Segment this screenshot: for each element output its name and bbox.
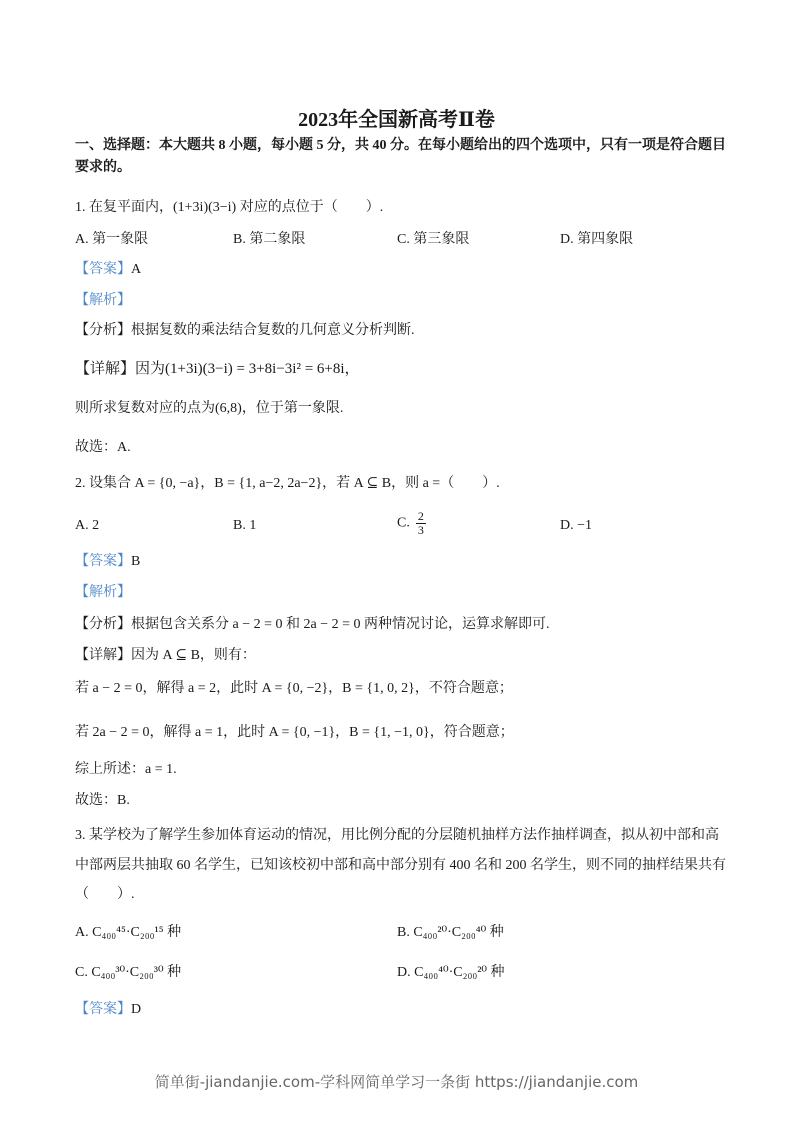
- q2-option-d: D. −1: [560, 518, 593, 533]
- q2-option-c: [397, 510, 426, 537]
- q1-fenxi: [75, 322, 415, 340]
- q1-option-b: B. 第二象限: [233, 232, 306, 247]
- q2-analysis-tag: 【解析】: [75, 585, 131, 600]
- q3-option-c: C. C₄₀₀³⁰·C₂₀₀³⁰ 种: [75, 965, 182, 980]
- answer-tag: 【答案】: [75, 1002, 131, 1017]
- q1-option-d: D. 第四象限: [560, 232, 634, 247]
- page-title: 2023年全国新高考Ⅱ卷: [298, 109, 495, 131]
- q2-stem: 2. 设集合 A = {0, −a}，B = {1, a−2, 2a−2}，若 A ⊆ B，则 a =（ ）.: [75, 476, 500, 491]
- q2-fenxi: [75, 616, 550, 634]
- q2-summary: 综上所述：a = 1.: [75, 762, 177, 777]
- fraction: [416, 510, 426, 537]
- answer-tag: 【答案】: [75, 262, 131, 277]
- option-c-label: C.: [397, 515, 410, 531]
- q2-case1: 若 a − 2 = 0，解得 a = 2，此时 A = {0, −2}，B = {1, 0, 2}，不符合题意；: [75, 681, 513, 696]
- q3-answer: [75, 1001, 141, 1019]
- detail-tag: 【详解】: [75, 361, 136, 377]
- q1-detail: [75, 360, 360, 378]
- q3-option-a: A. C₄₀₀⁴⁵·C₂₀₀¹⁵ 种: [75, 925, 182, 940]
- q1-analysis-tag: 【解析】: [75, 293, 131, 308]
- q3-option-d: D. C₄₀₀⁴⁰·C₂₀₀²⁰ 种: [397, 965, 505, 980]
- detail-text: 因为(1+3i)(3−i) = 3+8i−3i² = 6+8i，: [135, 361, 360, 377]
- fenxi-tag: 【分析】: [75, 323, 131, 338]
- fenxi-tag: 【分析】: [75, 617, 131, 632]
- q1-choose: 故选：A.: [75, 440, 131, 455]
- q3-stem-line2: 中部两层共抽取 60 名学生，已知该校初中部和高中部分别有 400 名和 200 名学生，则不同的抽样结果共有: [75, 858, 726, 873]
- q2-option-b: B. 1: [233, 518, 257, 533]
- q2-case2: 若 2a − 2 = 0，解得 a = 1，此时 A = {0, −1}，B = {1, −1, 0}，符合题意；: [75, 725, 514, 740]
- denominator: 3: [417, 523, 424, 537]
- q2-answer: [75, 553, 140, 571]
- section-heading: 一、选择题：本大题共 8 小题，每小题 5 分，共 40 分。在每小题给出的四个选项中，只有一项是符合题目: [75, 138, 726, 153]
- fenxi-text: 根据复数的乘法结合复数的几何意义分析判断.: [131, 323, 415, 338]
- q3-stem-line3: （ ）.: [75, 887, 135, 902]
- answer-value: D: [131, 1002, 142, 1017]
- q3-stem-line1: 3. 某学校为了解学生参加体育运动的情况，用比例分配的分层随机抽样方法作抽样调查，拟从初中部和高: [75, 828, 719, 843]
- q1-detail-line2: 则所求复数对应的点为(6,8)，位于第一象限.: [75, 401, 344, 416]
- q1-option-c: C. 第三象限: [397, 232, 470, 247]
- q1-answer: [75, 261, 141, 279]
- q3-option-b: B. C₄₀₀²⁰·C₂₀₀⁴⁰ 种: [397, 925, 504, 940]
- q1-stem: 1. 在复平面内，(1+3i)(3−i) 对应的点位于（ ）.: [75, 200, 384, 215]
- answer-value: B: [131, 554, 141, 569]
- numerator: 2: [417, 509, 424, 523]
- section-heading-cont: 要求的。: [75, 160, 131, 175]
- q2-choose: 故选：B.: [75, 793, 130, 808]
- fenxi-text: 根据包含关系分 a − 2 = 0 和 2a − 2 = 0 两种情况讨论，运算求解即可.: [131, 617, 550, 632]
- answer-tag: 【答案】: [75, 554, 131, 569]
- q2-option-a: A. 2: [75, 518, 100, 533]
- q1-option-a: A. 第一象限: [75, 232, 149, 247]
- q2-detail: [75, 647, 256, 665]
- footer-watermark: 简单街-jiandanjie.com-学科网简单学习一条街 https://jiandanjie.com: [154, 1073, 639, 1091]
- detail-text: 因为 A ⊆ B，则有：: [131, 648, 256, 663]
- detail-tag: 【详解】: [75, 648, 131, 663]
- answer-value: A: [131, 262, 142, 277]
